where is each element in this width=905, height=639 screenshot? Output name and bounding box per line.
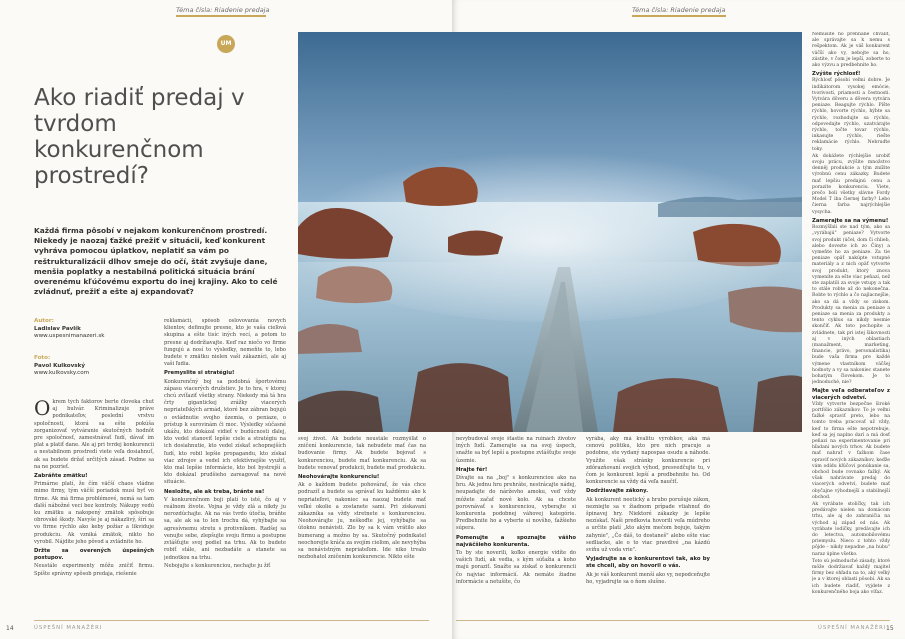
topic-rule-left: [176, 15, 266, 17]
paragraph: krem tých faktorov berte človeka chuť aj bulvár. Kriminalizuje práve podnikateľov, poslední vrstvu spoločnosti, ktorá sa ešte pokúša zorganizovať vytváranie skutočných hodnôt pre spoločnosť, zamestnávať ľudí, dávať im plat a platiť dane. Ale aj pri tvrdej konkurencii a nestabilnom prostredí viete veľa dosiahnuť, ak sa budete držať určitých zásad. Podme sa na ne pozrieť.: [34, 399, 154, 470]
paragraph: svoj život. Ak budete neustále rozmýšľať o zničení konkurencie, tak nebudete mať čas na budovanie firmy. Ak budete bojovať s konkurenciou, budete mať konkurenciu. Ak sa budete venovať produkcii, budete mať produkciu.: [298, 436, 426, 471]
footer-rule-left: [34, 620, 429, 621]
seascape-photo: [298, 32, 802, 432]
author-label: Autor:: [34, 318, 54, 324]
magazine-name-left: ÚSPEŠNÍ MANAŽÉRI: [34, 625, 103, 631]
subheading: Dodržiavajte zákony.: [586, 488, 649, 495]
paragraph: V konkurenčnom boji platí to isté, čo aj v reálnom živote. Vojna je vždy zlá a nikdy ju nerozdúchajte. Ak na vás tvrdo útočia, bráňte sa, ale ak sa to len trochu dá, vyhýbajte sa agresívnemu stretu s protivníkom. Radšej sa venujte sebe, zlepšujte svoju firmu a postupne zvlášťujte svoj podiel na trhu. Ak to budete robiť stále, ani nezbadáte a stanete sa jednotkou na trhu.: [164, 496, 286, 561]
subheading: Zamerajte sa na výmenu!: [812, 217, 889, 224]
subheading: Majte veľa odberateľov z viacerých odvetví.: [812, 388, 890, 401]
um-badge: UM: [217, 35, 235, 53]
subheading: Premyslite si stratégiu!: [164, 370, 235, 377]
paragraph: Vždy vytvorte bezpečne široké portfólio zákazníkov. To je veľmi ťažké spraviť preto, lebo na tomto treba pracovať už vždy, keď to firma ešte nepotrebuje, keď sa jej naplno darí a má dosť peňazí na experimentovanie pri hľadaní nových trhov. Ak budete mať nahrať v ťažkom čase opraviť nových zákazníkov, keďže vám odídu kľúčoví ponúkanie sa, obchod bude rovnako ťažký. Ak však nahrávate predaj do viacerých odvetví, budete mať obyčajne výhodnejší a stabilnejší obchod.: [812, 401, 890, 500]
article-title: Ako riadiť predaj v tvrdom konkurenčnom prostredí?: [34, 85, 245, 189]
paragraph: nevybudoval svoje šťastie na ruinách životov iných ľudí. Zamerajte sa na svoj úspech, snažte sa byť lepší a postupne zvlášťujte svoje územie.: [456, 436, 576, 464]
subheading: Zvýšte rýchlosť!: [812, 71, 861, 78]
paragraph: Rozmýšľali ste nad tým, ako sa „vyrábajú" peniaze? Vytvorte svoj produkt (účel, dom či chlieb, alebo dovezte ich zo Číny) a vymeňte ho za peniaze. Za tie peniaze opäť nakúpte vstupné materiály a z nich opäť vytvorte svoj produkt, ktorý znova vymeníte za ešte viac peňazí, než ste zaplatili za svoje vstupy a tak to stále robte až do nekonečna. Robte to rýchlo a čo najlacnejšie, ako sa dá a vždy so ziskom. Produkty sa menia za peniaze a peniaze sa menia za produkty a tento cyklus sa nikdy nesmie skončiť. Ak toto pochopíte a zvládnete, tak pri istej šikovnosti aj v iných oblastiach (manažment, marketing, financie, právo, personalistika) bude vaša firma pre každé výmene vlastníkom väčšej hodnoty a vy sa nakoniec stanete bohatým človekom. Je to jednoduché, nie?: [812, 225, 890, 386]
paragraph: Konkurenčný boj sa podobná športovému zápasu viacerých družstiev. Je to hra, v ktorej chcú zvíťaziť všetky strany. Niekedy má tá hra črty gigantickej zrážky viacerých nepriateľských armád, ktoré bez zábran bojujú o ovládnutie svojho územia, o peniaze, o prístup k surovinám či moc. Výsledky súčasné ukážu, kto dokázal vidieť v budúcnosti ďalej, kto vedel stanoviť lepšie ciele a stratégiu na ich dosiahnutie, kto vedel získať schopnejších ľudí, kto robil lepšie propagandu, kto získal viac zdrojov a vedel ich efektívnejšie využiť, kto mal lepšie informácie, kto bol bystrejší a kto dokázal prudšieho zareagovať na nové situácie.: [164, 378, 286, 486]
text-column-5: [586, 436, 710, 614]
subheading: Hrajte fér!: [456, 466, 488, 473]
paragraph: Neustále experimenty môžu zničiť firmu. Spíšte správny spôsob predaja, riešenie: [34, 563, 154, 577]
subheading: Zabráňte zmätku!: [34, 473, 88, 480]
text-column-1: [34, 399, 154, 614]
paragraph: reklamácií, spôsob oslovovania nových klientov, definujte presne, kto je vaša cieľová skupina a ešte tisíc iných vecí, a potom to presne aj dodržiavajte. Keď raz niečo vo firme fungujú a nosí to výsledky, nemeňte to, lebo budete v zmätku nielen vaši zákazníci, ale aj vaši ľudia.: [164, 318, 286, 368]
topic-label-right: Téma čísla: Riadenie predaja: [632, 6, 726, 14]
paragraph: Primárne platí, že čím väčší chaos vládne mimo firmy, tým väčší poriadok musí byť vo firme. Ak má firma problémové, nemá sa tam ďalší nábožné veci bez kontroly. Nákupy vedú ku zmätku a nakopený zmätok spôsobuje obrovské škody. Navyše je aj nákazlivý, šírí sa vo firme rýchlo ako keby požiar a likviduje produkciu. Ak vzniká zmätok, nikto ho vyrobil. Nájdite jeho pôvod a zvládnite ho.: [34, 481, 154, 545]
subheading: Pomenujte a spoznajte vášho najväčšieho konkurenta.: [456, 534, 576, 548]
subheading: Vyjadrujte sa o konkurentovi tak, ako by ste chceli, aby on hovoril o vás.: [586, 556, 710, 570]
paragraph: Toto sú jednoduché zásady, ktoré môže dodržiavať každý majiteľ firmy bez ohľadu na to, aký veľký je a v ktorej oblasti pôsobí. Ak sa ich budete riadiť, vyjdete z konkurenčného boja ako víťaz.: [812, 558, 890, 595]
footer-rule-right: [456, 620, 890, 621]
photo-label: Foto:: [34, 355, 51, 361]
author-credit: [34, 318, 104, 341]
photo-credit: [34, 355, 89, 378]
text-column-3: [298, 436, 426, 614]
paragraph: vyrába, aký má kvalitu výrobkov, aká má cenovú politiku, kto pre nich pracuje a podobne, ste vydaný napospas osudu a náhode. Využite však stránky konkurencie pri zdôrazňovaní svojich výhod, presvedčujte tu, v čom je konkurent lepší a predbehnite ho. Od konkurencie sa vždy dá veľa naučiť.: [586, 436, 710, 486]
topic-label-left: Téma čísla: Riadenie predaja: [176, 6, 270, 14]
page-number-right: 15: [886, 625, 894, 632]
paragraph: To by ste noverili, koľko energie vidíte do vašich ľudí, ak vedia, s kým súťažia a koho majú poraziť. Snažte sa získať o konkurencii čo najviac informácií. Ak nemáte žiadne informácie a netušíte, čo: [456, 550, 576, 585]
subheading: Držte sa overených úspešných postupov.: [34, 548, 154, 562]
photo-url[interactable]: www.kulkovsky.com: [34, 370, 90, 376]
magazine-name-right: ÚSPEŠNÍ MANAŽÉRI: [818, 625, 887, 631]
paragraph: Ak konkurent neetický a hrubo porušuje zákon, nezniejte sa v žiadnom prípade vtiahnuť do špinavej hry. Niektoré zákazky je lepšie nezískať. Naši predkovia hovorili veľa múdreho a určite platí „kto akým mečom bojuje, takým zahynie", „Čo dáš, to dostaneš" alebo ešte viac sedliacke, ale o to viac pravdivé „na kázdú sviňu už voda vrie".: [586, 496, 710, 554]
paragraph: Ak je váš konkurent menší ako vy, nepodceňujte ho, vyjadrujte sa o ňom slušne.: [586, 571, 710, 585]
article-lead: Každá firma pôsobí v nejakom konkurenčnom prostredí. Niekedy je naozaj ťažké prežiť v situácii, keď konkurent vyhráva pomocou úplatkov, neplatiť sa vám po reštrukturalizácii dlhov smeje do očí, štát zvyšuje dane, menšia poplatky a nestabilná politická situácia brání overenému kľúčovému exportu do inej krajiny. Ako to celé zvládnuť, prežiť a ešte aj expandovať?: [34, 226, 278, 297]
paragraph: Ak dokážete rýchlejšie urobiť svoju prácu, zvýšite množstvo denněj produkcie a tým znížite výrobnú cenu zákazky. Budete mať lepšiu predajnú cenu a porazíte konkurenciu. Viete, prečo boli všetky slávne Fordy Model T iba čiernej farby? Lebo čierna farba najrýchlejšie vysycha.: [812, 153, 890, 215]
photo-name: Pavol Kulkovský: [34, 362, 85, 369]
paragraph: Rýchlosť pôsobí veľmi dobre. Je indikátorom vysokej emócie, tvorivosti, priamosti a čestnosti. Vytvára dôveru a dôvera vytvára peniaze. Reagujte rýchlo. Píšte rýchlo, hovorte rýchlo, hýbte sa rýchlo, rozhodujte sa rýchlo, odpovedajte rýchlo, uzatvárajte rýchlo, točte tovar rýchlo, inkasujte rýchlo, riešte reklamácie rýchlo. Nebruďte toky.: [812, 78, 890, 152]
subheading: Neohovárajte konkurenciu!: [298, 474, 380, 481]
paragraph: Ak vyrábate stoličky, tak ich predávajte nielen na domácom trhu, ale aj do zahraničia na východ aj západ od nás. Ak vyrábate lodičky, predávajte ich do letectva, automobilovému priemyslu. Nieco z tohto vždy pôjde – nikdy nepadne „na hubu" naraz úplne všetko.: [812, 502, 890, 557]
text-column-2: [164, 318, 286, 614]
paragraph: Dívajte sa na „boj" s konkurenciou ako na hru. Ak jednu hru prehráte, nestrácajte nádej, neupadajte do nárževho amoku, veď vždy môžete začať nové kolo. Ak sa chcete porovnávať s konkurenciou, vyberajte si konkurenta podobnej váhovej kategórie. Predbehnite ho a vyberte si novšho, ťažšieho súpera.: [456, 475, 576, 532]
paragraph: Ak o každom budete pohovárať, že vás chce podrazíť a budete sa správať ku každému ako k nepriateľovi, nakoniec sa naozaj budete mať veľké okolie a zostanete sami. Pri získavaní zákazníka sa vždy stretnete s konkurenciou. Neohovárajte ju, neškoďte jej, vyhýbajte sa útoknu nenávisti. Zlo by sa k vám vrátilo ako bumerang a možno by sa. Skutočný podnikateľ neochorejte kráča za svojím cieľom, ale nevyhýba sa nenávistným nepriateľom. Ide niko trvalo nezbohatol zničením konkurencie. Nikto ešte: [298, 482, 426, 561]
paragraph: Nemusíte ho prehnane chváliť, ale správajte sa k nemu s rešpektom. Ak je váš konkurent väčší ako vy, nebojte sa ho, ziistite, v čom je lepší, zoberte to ako výzvu a predbehnite ho.: [812, 32, 890, 69]
text-column-6: [812, 32, 890, 614]
author-url[interactable]: www.uspesnimanazeri.sk: [34, 333, 105, 339]
author-name: Ladislav Pavlík: [34, 325, 81, 332]
topic-rule-right: [632, 15, 726, 17]
text-column-4: [456, 436, 576, 614]
subheading: Nesložte, ale ak treba, bránte sa!: [164, 488, 265, 495]
drop-cap: O: [34, 399, 51, 420]
seascape-illustration: [298, 32, 802, 432]
paragraph: Nebojujte s konkurenciou, nechajte ju žiť: [164, 562, 271, 569]
page-number-left: 14: [6, 625, 14, 632]
